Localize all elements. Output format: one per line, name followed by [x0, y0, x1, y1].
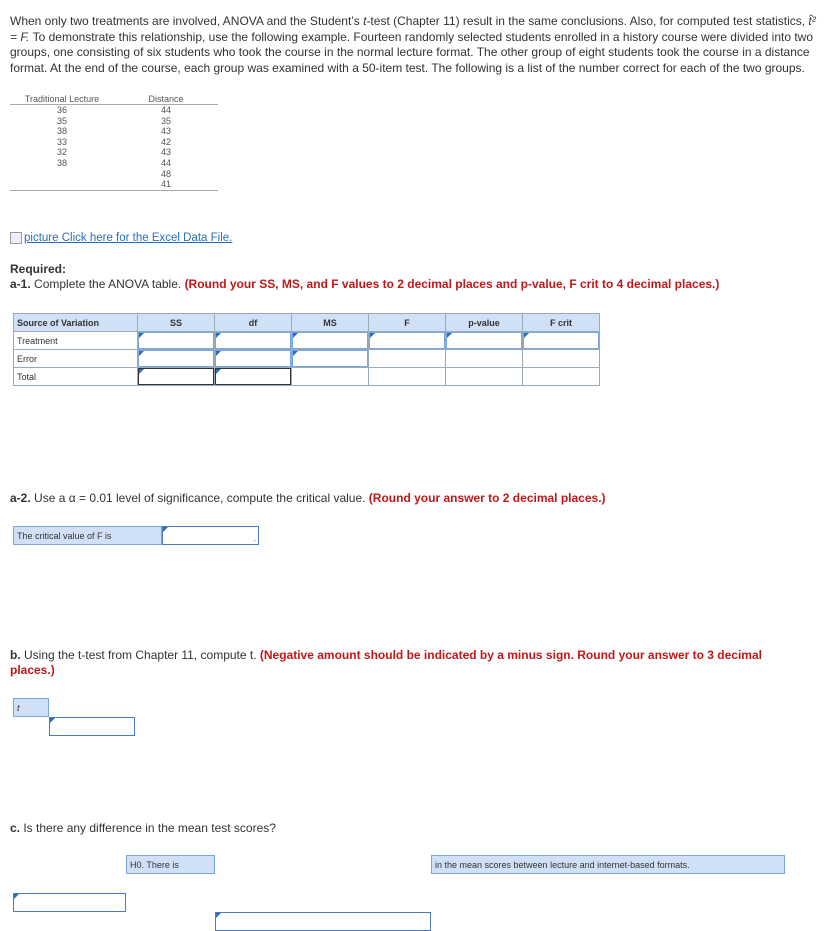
- b-number: b.: [10, 648, 21, 662]
- intro-text-2: -test (Chapter 11) result in the same conclusions. Also, for computed test statistics,: [366, 14, 809, 28]
- data-table-row: [10, 179, 218, 190]
- distance-score: 43: [160, 147, 171, 158]
- error-df-input[interactable]: [215, 350, 292, 368]
- intro-text-1: When only two treatments are involved, ANOVA and the Student’s: [10, 14, 364, 28]
- col-df: df: [215, 314, 292, 332]
- error-ss-input[interactable]: [138, 350, 215, 368]
- distance-score: 44: [160, 157, 171, 168]
- h0-label: H0. There is: [126, 855, 215, 874]
- c-number: c.: [10, 821, 21, 835]
- total-ss-input[interactable]: [138, 368, 215, 386]
- traditional-score: 35: [56, 115, 67, 126]
- input-marker-icon: [163, 527, 168, 532]
- traditional-score: [10, 169, 114, 180]
- traditional-score: 36: [56, 105, 67, 115]
- total-df-input[interactable]: [215, 368, 292, 386]
- data-table-row: [10, 116, 218, 127]
- traditional-score: 32: [56, 147, 67, 158]
- traditional-score: 38: [56, 126, 67, 137]
- critical-value-input[interactable]: .: [162, 526, 259, 545]
- difference-suffix-label: in the mean scores between lecture and internet-based formats.: [431, 855, 785, 874]
- question-a1: [10, 277, 719, 291]
- error-ms-input[interactable]: [292, 350, 369, 368]
- input-marker-icon: [216, 913, 221, 918]
- question-c: [10, 821, 276, 835]
- difference-select[interactable]: [215, 912, 431, 931]
- row-label-treatment: Treatment: [14, 332, 138, 350]
- t-label: t: [13, 698, 49, 717]
- col-fcrit: F crit: [523, 314, 600, 332]
- data-table-row: [10, 105, 218, 116]
- a1-text: Complete the ANOVA table.: [30, 277, 185, 291]
- a2-number: a-2.: [10, 491, 31, 505]
- a1-number: a-1.: [10, 277, 31, 291]
- total-ms-empty: [292, 368, 369, 386]
- problem-intro: [10, 14, 818, 76]
- treatment-ms-input[interactable]: [292, 332, 369, 350]
- required-label: Required:: [10, 262, 67, 276]
- distance-score: 42: [160, 136, 171, 147]
- excel-link-text[interactable]: picture Click here for the Excel Data File.: [24, 232, 233, 244]
- row-label-error: Error: [14, 350, 138, 368]
- distance-score: 48: [160, 168, 171, 179]
- anova-row-treatment: [14, 332, 600, 350]
- data-table-body: [10, 105, 218, 190]
- col-source: Source of Variation: [14, 314, 138, 332]
- treatment-f-input[interactable]: [369, 332, 446, 350]
- data-table-row: [10, 147, 218, 158]
- b-instructions: (Negative amount should be indicated by a minus sign. Round your answer to 3 decimal places.): [10, 648, 762, 677]
- question-a2: [10, 491, 606, 505]
- h0-decision-select[interactable]: [13, 893, 126, 912]
- data-table-row: [10, 137, 218, 148]
- input-marker-icon: [50, 718, 55, 723]
- traditional-score: 38: [56, 157, 67, 168]
- error-f-empty: [369, 350, 446, 368]
- col-f: F: [369, 314, 446, 332]
- excel-data-link[interactable]: [10, 232, 232, 244]
- a1-instructions: (Round your SS, MS, and F values to 2 decimal places and p-value, F crit to 4 decimal places.): [184, 277, 720, 291]
- anova-header-row: [14, 314, 600, 332]
- row-label-total: Total: [14, 368, 138, 386]
- critical-value-label: The critical value of F is: [13, 526, 162, 545]
- treatment-pvalue-input[interactable]: [446, 332, 523, 350]
- total-f-empty: [369, 368, 446, 386]
- data-table-row: [10, 126, 218, 137]
- error-fcrit-empty: [523, 350, 600, 368]
- traditional-score: 33: [56, 136, 67, 147]
- broken-image-icon: [10, 232, 22, 244]
- intro-t-symbol: t: [363, 14, 367, 28]
- distance-score: 43: [160, 126, 171, 137]
- data-table: [10, 94, 218, 191]
- a2-text: Use a α = 0.01 level of significance, compute the critical value.: [30, 491, 369, 505]
- intro-formula: t̂² = F.: [10, 14, 816, 44]
- anova-row-total: [14, 368, 600, 386]
- a2-instructions: (Round your answer to 2 decimal places.): [368, 491, 606, 505]
- t-value-input[interactable]: [49, 717, 135, 736]
- header-traditional: Traditional Lecture: [24, 94, 100, 104]
- question-b: [10, 648, 770, 678]
- b-text: Using the t-test from Chapter 11, compute t.: [20, 648, 260, 662]
- anova-row-error: [14, 350, 600, 368]
- total-fcrit-empty: [523, 368, 600, 386]
- error-pvalue-empty: [446, 350, 523, 368]
- total-pvalue-empty: [446, 368, 523, 386]
- c-text: Is there any difference in the mean test scores?: [20, 821, 276, 835]
- treatment-ss-input[interactable]: [138, 332, 215, 350]
- col-ss: SS: [138, 314, 215, 332]
- intro-text-3: To demonstrate this relationship, use the following example. Fourteen randomly selected students enrolled in a history course were divided into two groups, one consisting of six students who took the course in the normal lecture format. The other group of eight students took the course in a distance format. At the end of the course, each group was examined with a 50-item test. The following is a list of the number correct for each of the two groups.: [10, 29, 814, 75]
- traditional-score: [10, 179, 114, 190]
- treatment-fcrit-input[interactable]: [523, 332, 600, 350]
- input-marker-icon: [14, 894, 19, 899]
- distance-score: 41: [160, 179, 171, 190]
- anova-table: [13, 313, 600, 386]
- header-distance: Distance: [148, 94, 184, 104]
- treatment-df-input[interactable]: [215, 332, 292, 350]
- data-table-header: [10, 94, 218, 105]
- data-table-row: [10, 158, 218, 169]
- col-pvalue: p-value: [446, 314, 523, 332]
- distance-score: 35: [160, 115, 171, 126]
- distance-score: 44: [160, 105, 171, 115]
- col-ms: MS: [292, 314, 369, 332]
- data-table-row: [10, 169, 218, 180]
